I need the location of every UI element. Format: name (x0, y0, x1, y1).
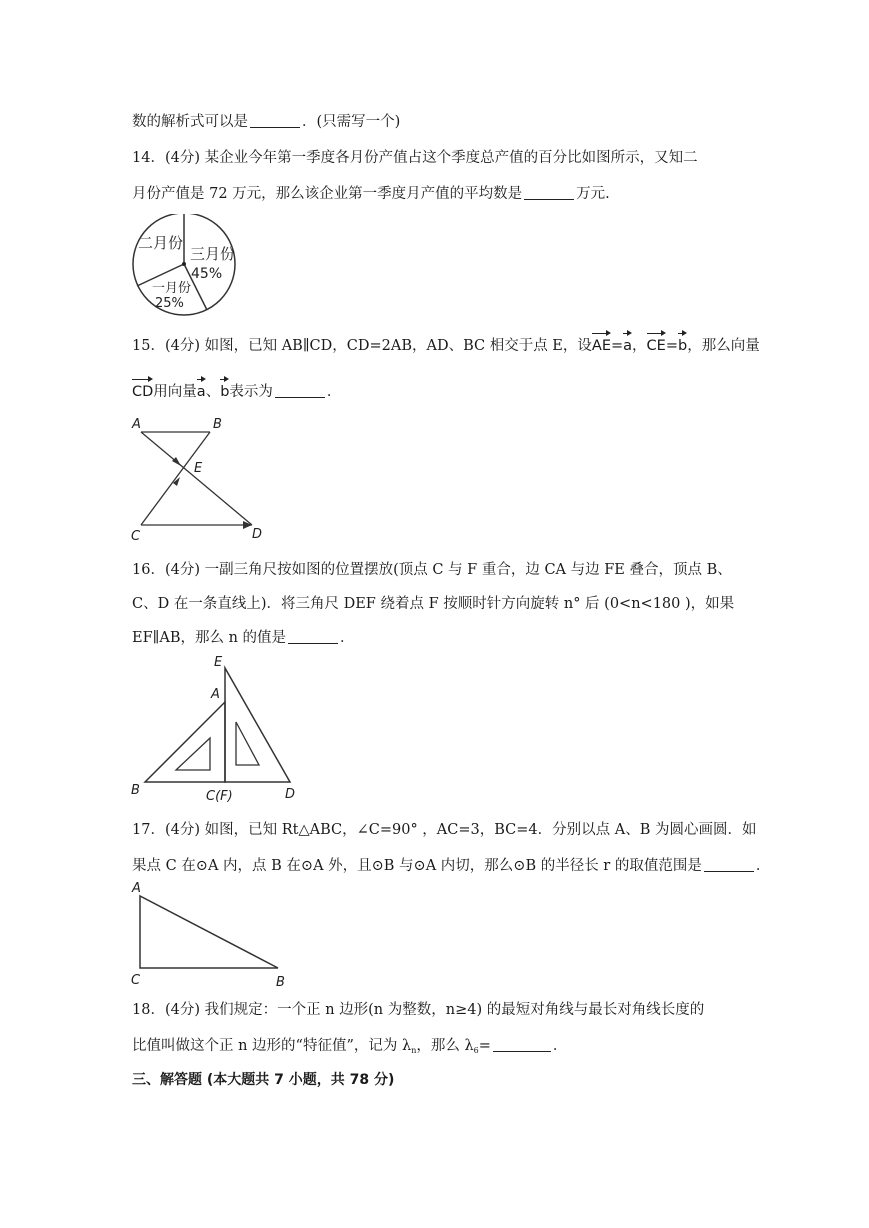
label-b: B (213, 417, 222, 432)
q14-line2 (132, 184, 610, 204)
label-a: A (132, 881, 141, 896)
q16-answer-blank[interactable] (288, 629, 338, 644)
label-b: B (276, 975, 285, 990)
pie-label-jan-pct: 25% (155, 296, 184, 311)
q15-eq2: = (665, 338, 678, 354)
label-e: E (194, 461, 203, 476)
section-3-title: 三、解答题 (本大题共 7 小题，共 78 分) (132, 1072, 395, 1088)
q15-eq1: = (611, 338, 624, 354)
arrow-cd (243, 521, 252, 529)
q17-answer-blank[interactable] (704, 857, 754, 872)
pie-label-jan: 一月份 (152, 281, 192, 296)
q15-line2 (132, 382, 341, 402)
q18-sub-6: 6 (473, 1046, 479, 1055)
q17-line1: 17．(4分) 如图，已知 Rt△ABC，∠C=90° ，AC=3，BC=4．分别以点 A、B 为圆心画圆．如 (132, 822, 757, 838)
label-e: E (214, 655, 223, 670)
q15-line1-prefix: 15．(4分) 如图，已知 AB∥CD，CD=2AB，AD、BC 相交于点 E，设 (132, 338, 592, 354)
vector-b: b (678, 338, 688, 354)
q18-line2-suffix: ． (552, 1038, 568, 1054)
q13-prefix: 数的解析式可以是 (132, 114, 248, 130)
q18-line1: 18．(4分) 我们规定：一个正 n 边形(n 为整数，n≥4) 的最短对角线与最长对角线长度的 (132, 1002, 705, 1018)
q16-line3-prefix: EF∥AB，那么 n 的值是 (132, 630, 287, 646)
q15-sep: ， (632, 338, 647, 354)
inner-hole-abc (176, 738, 210, 770)
vector-cd: CD (132, 384, 154, 400)
q15-line1-suffix: ，那么向量 (687, 338, 760, 354)
q14-line1: 14．(4分) 某企业今年第一季度各月份产值占这个季度总产值的百分比如图所示，又知二 (132, 150, 698, 166)
pie-center-dot (182, 262, 186, 266)
label-a: A (211, 687, 220, 702)
label-c: C (131, 529, 141, 544)
label-b: B (131, 783, 140, 798)
q18-answer-blank[interactable] (493, 1037, 551, 1052)
q18-line2-prefix: 比值叫做这个正 n 边形的“特征值”，记为 λ (132, 1038, 412, 1054)
q17-figure (128, 878, 298, 990)
label-d: D (252, 527, 263, 542)
q15-answer-blank[interactable] (275, 383, 325, 398)
label-a: A (132, 417, 141, 432)
q13-answer-blank[interactable] (250, 113, 300, 128)
segment-ad (141, 432, 252, 525)
label-c: C (131, 973, 141, 988)
q15-line2-suffix: 表示为 (229, 384, 273, 400)
q13-tail-line (132, 112, 400, 132)
pie-label-mar: 三月份 (190, 245, 236, 263)
q15-dun: 、 (205, 384, 221, 400)
inner-hole-def (236, 722, 259, 765)
q15-line1 (132, 336, 760, 356)
q14-line2-suffix: 万元. (576, 186, 610, 202)
vector-a2: a (196, 384, 206, 400)
q14-line2-prefix: 月份产值是 72 万元，那么该企业第一季度月产值的平均数是 (132, 186, 523, 202)
q18-line2 (132, 1036, 567, 1061)
vector-ae: AE (591, 338, 611, 354)
segment-bc (141, 432, 210, 525)
q18-line2-mid: ，那么 λ (416, 1038, 474, 1054)
q17-line2 (132, 856, 770, 876)
vector-ce: CE (646, 338, 666, 354)
q16-line3-suffix: ． (340, 630, 355, 646)
q15-figure (128, 414, 268, 544)
q17-line2-prefix: 果点 C 在⊙A 内，点 B 在⊙A 外，且⊙B 与⊙A 内切，那么⊙B 的半径长 r 的取值范围是 (132, 858, 702, 874)
vector-b2: b (220, 384, 230, 400)
q17-line2-suffix: ． (755, 858, 771, 874)
q16-line1: 16．(4分) 一副三角尺按如图的位置摆放(顶点 C 与 F 重合，边 CA 与边 FE 叠合，顶点 B、 (132, 562, 732, 578)
q13-suffix: ．(只需写一个) (302, 114, 401, 130)
q18-sub-n: n (411, 1046, 417, 1055)
q18-eq: = (478, 1038, 491, 1054)
q16-figure (128, 652, 313, 802)
pie-label-mar-pct: 45% (191, 266, 223, 282)
q16-line3 (132, 628, 355, 648)
q15-line2-end: ． (326, 384, 342, 400)
q15-line2-mid: 用向量 (153, 384, 197, 400)
q16-line2: C、D 在一条直线上)．将三角尺 DEF 绕着点 F 按顺时针方向旋转 n° 后 (0<n<180 )，如果 (132, 596, 735, 612)
q14-pie-chart (128, 214, 243, 319)
label-d: D (285, 787, 296, 802)
q14-answer-blank[interactable] (524, 185, 574, 200)
triangle-abc (140, 896, 278, 968)
label-cf: C(F) (206, 789, 233, 802)
vector-a: a (623, 338, 633, 354)
pie-label-feb: 二月份 (138, 234, 184, 252)
